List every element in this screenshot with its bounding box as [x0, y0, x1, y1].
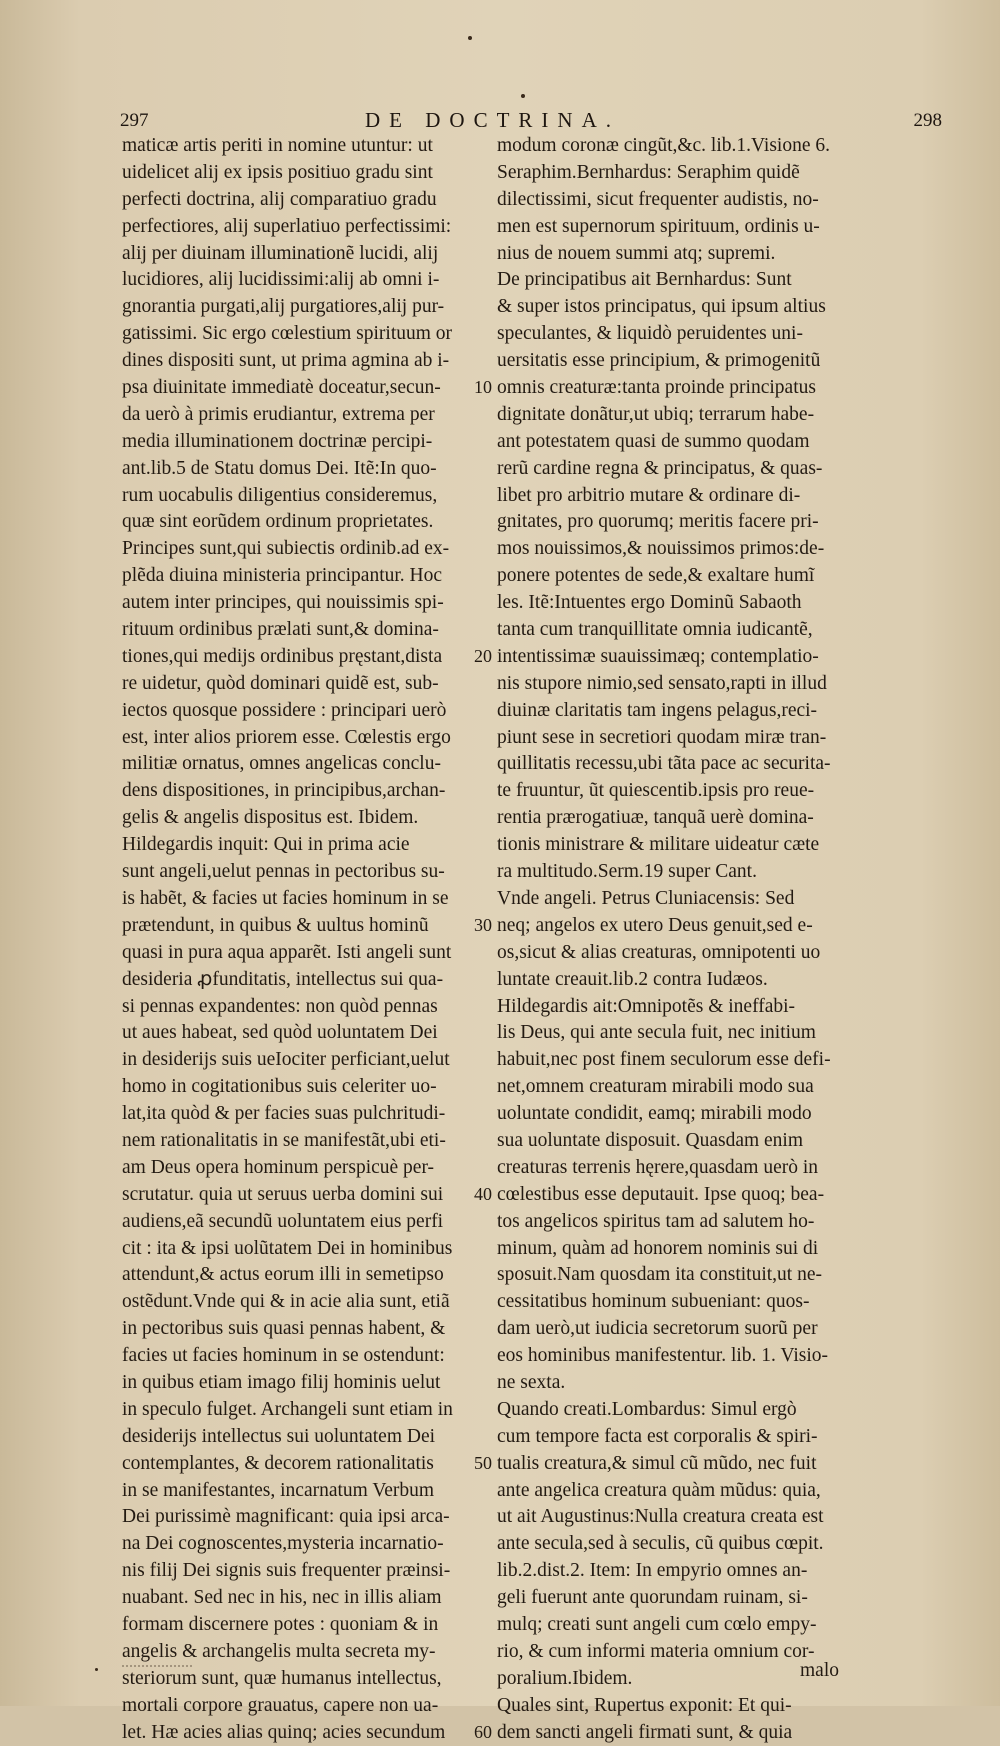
text-line: dignitate donãtur,ut ubiq; terrarum habe-: [497, 403, 815, 425]
text-line: nius de nouem summi atq; supremi.: [497, 242, 776, 264]
line-number: 50: [474, 1453, 492, 1474]
line-number: 60: [474, 1722, 492, 1743]
text-line: mulq; creati sunt angeli cum cœlo empy-: [497, 1613, 817, 1635]
text-line: intentissimæ suauissimæq; contemplatio-: [497, 645, 819, 667]
text-line: modum coronæ cingũt,&c. lib.1.Visione 6.: [497, 135, 831, 156]
text-line: dam uerò,ut iudicia secretorum suorũ per: [497, 1318, 818, 1340]
page-number-left: 297: [120, 110, 149, 131]
text-line: steriorum sunt, quæ humanus intellectus,: [122, 1667, 442, 1689]
text-line: omnis creaturæ:tanta proinde principatus: [497, 377, 816, 399]
text-line: is habẽt, & facies ut facies hominum in se: [122, 887, 449, 909]
text-line: am Deus opera hominum perspicuè per-: [122, 1156, 435, 1178]
text-line: da uerò à primis erudiantur, extrema per: [122, 403, 435, 425]
ink-speck: [468, 36, 472, 40]
text-line: rio, & cum informi materia omnium cor-: [497, 1640, 815, 1662]
text-line: ante secula,sed à seculis, cũ quibus cœpit.: [497, 1533, 824, 1555]
text-line: maticæ artis periti in nomine utuntur: ut: [122, 135, 433, 156]
text-line: formam discernere potes : quoniam & in: [122, 1613, 439, 1635]
text-line: tionis ministrare & militare uideatur cæte: [497, 834, 820, 856]
text-line: tualis creatura,& simul cũ mũdo, nec fuit: [497, 1452, 817, 1474]
text-line: angelis & archangelis multa secreta my-: [122, 1640, 436, 1662]
text-line: ut ait Augustinus:Nulla creatura creata est: [497, 1506, 824, 1528]
text-line: psa diuinitate immediatè doceatur,secun-: [122, 377, 441, 399]
text-line: nem rationalitatis in se manifestãt,ubi eti-: [122, 1129, 446, 1151]
ink-speck: [521, 94, 525, 98]
text-line: lat,ita quòd & per facies suas pulchritudi-: [122, 1103, 446, 1125]
text-line: les. Itẽ:Intuentes ergo Dominũ Sabaoth: [497, 592, 802, 614]
text-line: men est supernorum spirituum, ordinis u-: [497, 215, 820, 237]
line-number: 40: [474, 1184, 492, 1205]
text-line: neq; angelos ex utero Deus genuit,sed e-: [497, 914, 813, 936]
text-line: os,sicut & alias creaturas, omnipotenti uo: [497, 941, 821, 963]
ink-speck: [95, 1668, 98, 1671]
text-line: poralium.Ibidem.: [497, 1667, 633, 1689]
text-line: est, inter alios priorem esse. Cœlestis ergo: [122, 726, 451, 748]
text-line: in pectoribus suis quasi pennas habent, &: [122, 1318, 446, 1340]
text-line: cit : ita & ipsi uolũtatem Dei in hominibus: [122, 1237, 453, 1259]
text-line: re uidetur, quòd dominari quidẽ est, sub-: [122, 672, 439, 694]
text-line: rituum ordinibus prælati sunt,& domina-: [122, 619, 439, 641]
text-line: ra multitudo.Serm.19 super Cant.: [497, 861, 757, 883]
right-text-column: [497, 133, 837, 1746]
text-line: dens dispositiones, in principibus,archan-: [122, 780, 446, 802]
text-line: uidelicet alij ex ipsis positiuo gradu sint: [122, 161, 433, 183]
text-line: sposuit.Nam quosdam ita constituit,ut ne-: [497, 1264, 822, 1286]
text-line: sunt angeli,uelut pennas in pectoribus su-: [122, 861, 445, 883]
text-line: autem inter principes, qui nouissimis spi-: [122, 592, 444, 614]
text-line: in speculo fulget. Archangeli sunt etiam in: [122, 1398, 453, 1420]
text-line: ant.lib.5 de Statu domus Dei. Itẽ:In quo-: [122, 457, 437, 479]
text-line: perfecti doctrina, alij comparatiuo gradu: [122, 188, 437, 210]
faded-footer-mark: [122, 1665, 192, 1673]
text-line: in desiderijs suis ueIociter perficiant,uelut: [122, 1049, 450, 1071]
text-line: mos nouissimos,& nouissimos primos:de-: [497, 538, 825, 560]
text-line: diuinæ claritatis tam ingens pelagus,reci-: [497, 699, 818, 721]
text-line: tiones,qui medijs ordinibus pręstant,dista: [122, 645, 443, 667]
text-line: ostẽdunt.Vnde qui & in acie alia sunt, etiã: [122, 1291, 450, 1313]
text-line: habuit,nec post finem seculorum esse defi-: [497, 1049, 831, 1071]
text-line: facies ut facies hominum in se ostendunt:: [122, 1345, 445, 1367]
text-line: minum, quàm ad honorem nominis sui di: [497, 1237, 819, 1259]
text-line: quasi in pura aqua apparẽt. Isti angeli sunt: [122, 941, 452, 963]
text-line: piunt sese in secretiori quodam miræ tran-: [497, 726, 827, 748]
text-line: nuabant. Sed nec in his, nec in illis aliam: [122, 1587, 442, 1609]
text-line: eos hominibus manifestentur. lib. 1. Visio-: [497, 1345, 829, 1367]
text-line: cum tempore facta est corporalis & spiri-: [497, 1425, 818, 1447]
text-line: contemplantes, & decorem rationalitatis: [122, 1452, 434, 1474]
text-line: rentia prærogatiuæ, tanquã uerè domina-: [497, 807, 814, 829]
text-line: attendunt,& actus eorum illi in semetipso: [122, 1264, 444, 1286]
text-line: audiens,eã secundũ uoluntatem eius perfi: [122, 1210, 444, 1232]
text-line: in quibus etiam imago filij hominis uelut: [122, 1371, 441, 1393]
text-line: rerũ cardine regna & principatus, & quas-: [497, 457, 823, 479]
text-line: scrutatur. quia ut seruus uerba domini sui: [122, 1183, 444, 1205]
text-line: media illuminationem doctrinæ percipi-: [122, 430, 433, 452]
text-line: mortali corpore grauatus, capere non ua-: [122, 1694, 439, 1716]
text-line: iectos quosque possidere : principari uerò: [122, 699, 447, 721]
text-line: Vnde angeli. Petrus Cluniacensis: Sed: [497, 887, 795, 909]
text-line: cœlestibus esse deputauit. Ipse quoq; bea-: [497, 1183, 825, 1205]
text-line: desideria ꝓfunditatis, intellectus sui qua-: [122, 968, 444, 990]
line-number: 30: [474, 915, 492, 936]
text-line: Principes sunt,qui subiectis ordinib.ad ex-: [122, 538, 450, 560]
text-line: gnorantia purgati,alij purgatiores,alij pur-: [122, 296, 445, 318]
text-line: ante angelica creatura quàm mũdus: quia,: [497, 1479, 821, 1501]
text-line: libet pro arbitrio mutare & ordinare di-: [497, 484, 801, 506]
text-line: quæ sint eorũdem ordinum proprietates.: [122, 511, 434, 533]
text-line: homo in cogitationibus suis celeriter uo-: [122, 1076, 437, 1098]
text-line: net,omnem creaturam mirabili modo sua: [497, 1076, 814, 1098]
text-line: ponere potentes de sede,& exaltare humĩ: [497, 565, 815, 587]
text-line: na Dei cognoscentes,mysteria incarnatio-: [122, 1533, 444, 1555]
page-number-right: 298: [913, 110, 942, 131]
running-title: DE DOCTRINA.: [365, 108, 620, 132]
text-line: plẽda diuina ministeria principantur. Hoc: [122, 565, 443, 587]
text-line: rum uocabulis diligentius consideremus,: [122, 484, 438, 506]
text-line: prætendunt, in quibus & uultus hominũ: [122, 914, 429, 936]
text-line: si pennas expandentes: non quòd pennas: [122, 995, 438, 1017]
text-line: Quales sint, Rupertus exponit: Et qui-: [497, 1694, 792, 1716]
text-line: gnitates, pro quorumq; meritis facere pri-: [497, 511, 819, 533]
text-line: tos angelicos spiritus tam ad salutem ho-: [497, 1210, 815, 1232]
text-line: & super istos principatus, qui ipsum altius: [497, 296, 826, 318]
text-line: uoluntate condidit, eamq; mirabili modo: [497, 1103, 812, 1125]
text-line: ut aues habeat, sed quòd uoluntatem Dei: [122, 1022, 438, 1044]
left-text-column: [122, 133, 470, 1746]
text-line: creaturas terrenis hęrere,quasdam uerò in: [497, 1156, 819, 1178]
line-number: 20: [474, 646, 492, 667]
text-line: desiderijs intellectus sui uoluntatem Dei: [122, 1425, 436, 1447]
text-line: let. Hæ acies alias quinq; acies secundum: [122, 1721, 446, 1743]
text-line: perfectiores, alij superlatiuo perfectissimi:: [122, 215, 452, 237]
text-line: Hildegardis inquit: Qui in prima acie: [122, 834, 410, 856]
text-line: lib.2.dist.2. Item: In empyrio omnes an-: [497, 1560, 808, 1582]
text-line: quillitatis recessu,ubi tãta pace ac securita-: [497, 753, 831, 775]
text-line: gelis & angelis dispositus est. Ibidem.: [122, 807, 419, 829]
text-line: geli fuerunt ante quorundam ruinam, si-: [497, 1587, 808, 1609]
text-line: tanta cum tranquillitate omnia iudicantẽ,: [497, 619, 813, 641]
line-number: 10: [474, 377, 492, 398]
text-line: Hildegardis ait:Omnipotẽs & ineffabi-: [497, 995, 796, 1017]
text-line: speculantes, & liquidò peruidentes uni-: [497, 323, 803, 345]
text-line: nis filij Dei signis suis frequenter præinsi-: [122, 1560, 451, 1582]
text-line: uersitatis esse principium, & primogenitũ: [497, 350, 821, 372]
text-line: Dei purissimè magnificant: quia ipsi arca-: [122, 1506, 450, 1528]
text-line: sua uoluntate disposuit. Quasdam enim: [497, 1129, 804, 1151]
text-line: dines dispositi sunt, ut prima agmina ab i-: [122, 350, 450, 372]
text-line: Seraphim.Bernhardus: Seraphim quidẽ: [497, 161, 800, 183]
text-line: cessitatibus hominum subueniant: quos-: [497, 1291, 810, 1313]
text-line: gatissimi. Sic ergo cœlestium spirituum or: [122, 323, 453, 345]
text-line: nis stupore nimio,sed sensato,rapti in illud: [497, 672, 827, 694]
text-line: ne sexta.: [497, 1371, 566, 1393]
text-line: De principatibus ait Bernhardus: Sunt: [497, 269, 792, 291]
text-line: in se manifestantes, incarnatum Verbum: [122, 1479, 435, 1501]
text-line: te fruuntur, ũt quiescentib.ipsis pro reue-: [497, 780, 815, 802]
text-line: luntate creauit.lib.2 contra Iudæos.: [497, 968, 768, 990]
catchword: malo: [800, 1660, 839, 1681]
text-line: Quando creati.Lombardus: Simul ergò: [497, 1398, 797, 1420]
text-line: dilectissimi, sicut frequenter audistis, no-: [497, 188, 819, 210]
text-line: lucidiores, alij lucidissimi:alij ab omni i-: [122, 269, 440, 291]
text-line: dem sancti angeli firmati sunt, & quia: [497, 1721, 793, 1743]
text-line: ant potestatem quasi de summo quodam: [497, 430, 810, 452]
text-line: alij per diuinam illuminationẽ lucidi, alij: [122, 242, 439, 264]
text-line: lis Deus, qui ante secula fuit, nec initium: [497, 1022, 816, 1044]
text-line: militiæ ornatus, omnes angelicas conclu-: [122, 753, 441, 775]
